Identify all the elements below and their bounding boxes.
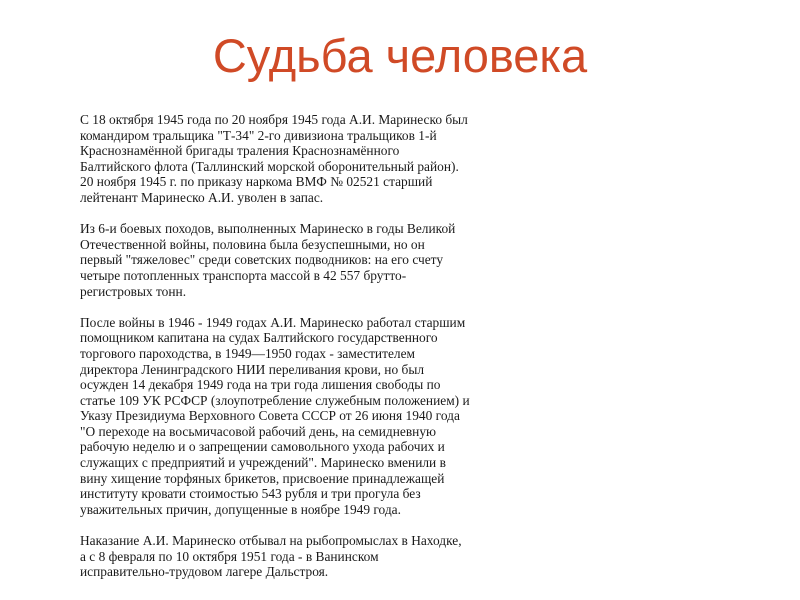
text-line: уважительных причин, допущенные в ноябре 1949 года. xyxy=(80,501,401,517)
slide-body xyxy=(80,112,550,580)
text-line: Указу Президиума Верховного Совета СССР от 26 июня 1940 года xyxy=(80,408,460,424)
text-line: помощником капитана на судах Балтийского государственного xyxy=(80,330,438,346)
text-line: статье 109 УК РСФСР (злоупотребление служебным положением) и xyxy=(80,392,470,408)
text-line: институту кровати стоимостью 543 рубля и три прогула без xyxy=(80,486,421,502)
text-line: исправительно-трудовом лагере Дальстроя. xyxy=(80,564,329,580)
paragraph-3 xyxy=(80,315,550,518)
text-line: первый "тяжеловес" среди советских подводников: на его счету xyxy=(80,252,444,268)
text-line: рабочую неделю и о запрещении самовольного ухода рабочих и xyxy=(80,439,445,455)
paragraph-1 xyxy=(80,112,550,206)
text-line: Наказание А.И. Маринеско отбывал на рыбопромыслах в Находке, xyxy=(80,533,462,549)
text-line: регистровых тонн. xyxy=(80,283,187,299)
text-line: Отечественной войны, половина была безуспешными, но он xyxy=(80,236,425,252)
text-line: лейтенант Маринеско А.И. уволен в запас. xyxy=(80,189,324,205)
text-line: 20 ноября 1945 г. по приказу наркома ВМФ № 02521 старший xyxy=(80,174,433,190)
text-line: С 18 октября 1945 года по 20 ноября 1945 года А.И. Маринеско был xyxy=(80,112,468,127)
text-line: Балтийского флота (Таллинский морской оборонительный район). xyxy=(80,158,459,174)
slide-title: Судьба человека xyxy=(212,29,588,82)
paragraph-4 xyxy=(80,533,550,580)
text-line: командиром тральщика "Т-34" 2-го дивизиона тральщиков 1-й xyxy=(80,127,437,143)
text-line: вину хищение торфяных брикетов, присвоение принадлежащей xyxy=(80,470,445,486)
text-line: а с 8 февраля по 10 октября 1951 года - в Ванинском xyxy=(80,548,379,564)
text-line: осужден 14 декабря 1949 года на три года лишения свободы по xyxy=(80,377,441,393)
text-line: директора Ленинградского НИИ переливания крови, но был xyxy=(80,361,425,377)
text-line: четыре потопленных транспорта массой в 42 557 брутто- xyxy=(80,267,407,283)
text-line: торгового пароходства, в 1949—1950 годах - заместителем xyxy=(80,345,415,361)
text-line: "О переходе на восьмичасовой рабочий день, на семидневную xyxy=(80,423,437,439)
text-line: После войны в 1946 - 1949 годах А.И. Маринеско работал старшим xyxy=(80,314,466,330)
text-line: служащих с предприятий и учреждений". Маринеско вменили в xyxy=(80,455,446,471)
paragraph-2 xyxy=(80,221,550,299)
text-line: Из 6-и боевых походов, выполненных Маринеско в годы Великой xyxy=(80,221,456,237)
text-line: Краснознамённой бригады траления Краснознамённого xyxy=(80,143,400,159)
